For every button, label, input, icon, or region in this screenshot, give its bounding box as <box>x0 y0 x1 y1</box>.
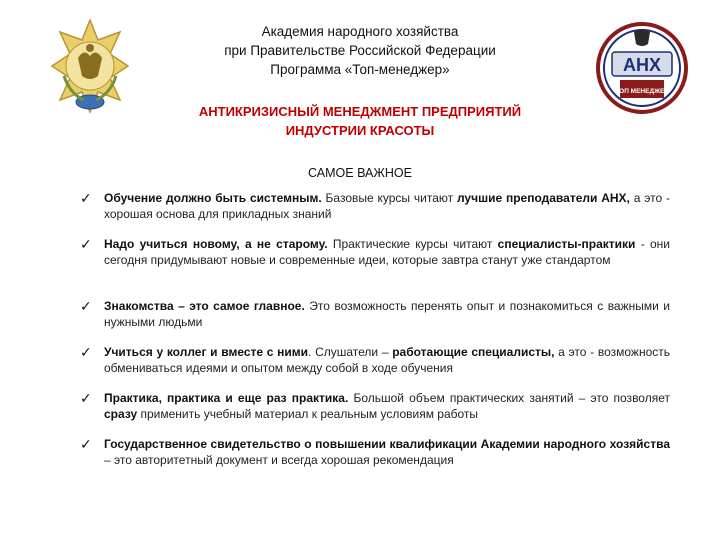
header-line-2: при Правительстве Российской Федерации <box>224 43 496 58</box>
point-text: Это возможность перенять опыт и познакомиться с важными и нужными людьми <box>104 299 670 329</box>
anx-logo-subtitle: ТОП МЕНЕДЖЕР <box>615 88 669 95</box>
checkmark-icon: ✓ <box>80 236 92 252</box>
course-title <box>120 102 600 140</box>
point-text: Большой объем практических занятий – это позволяет <box>348 391 670 405</box>
point-text: - они сегодня придумывают новые и современные идеи, которые завтра станут уже стандартом <box>104 237 671 267</box>
academy-emblem-logo <box>50 18 130 114</box>
point-text: . Слушатели – <box>308 345 393 359</box>
checkmark-icon: ✓ <box>80 436 92 452</box>
anx-logo <box>596 22 688 114</box>
section-title: САМОЕ ВАЖНОЕ <box>308 166 412 180</box>
point-text: применить учебный материал к реальным условиям работы <box>137 407 479 421</box>
header-line-3: Программа «Топ-менеджер» <box>270 62 450 77</box>
checkmark-icon: ✓ <box>80 390 92 406</box>
checkmark-icon: ✓ <box>80 190 92 206</box>
point-text: Практические курсы читают <box>327 237 498 251</box>
point-lead: Надо учиться новому, а не старому. <box>104 237 328 251</box>
point-emphasis: специалисты-практики <box>497 237 636 251</box>
point-text: Базовые курсы читают <box>321 191 457 205</box>
checkmark-icon: ✓ <box>80 344 92 360</box>
point-text: а это - возможность обмениваться идеями и опытом между собой в ходе обучения <box>104 345 670 375</box>
checkmark-icon: ✓ <box>80 298 92 314</box>
point-emphasis: работающие специалисты, <box>392 345 555 359</box>
point-lead: Учиться у коллег и вместе с ними <box>104 345 309 359</box>
header-line-1: Академия народного хозяйства <box>261 24 459 39</box>
course-title-line-2: ИНДУСТРИИ КРАСОТЫ <box>285 123 435 138</box>
point-emphasis: сразу <box>104 407 138 421</box>
point-lead: Государственное свидетельство о повышении квалификации Академии народного хозяйства <box>104 437 670 451</box>
point-lead: Обучение должно быть системным. <box>104 191 322 205</box>
point-emphasis: лучшие преподаватели АНХ, <box>456 191 630 205</box>
point-lead: Знакомства – это самое главное. <box>104 299 305 313</box>
header <box>150 22 570 79</box>
point-text: – это авторитетный документ и всегда хорошая рекомендация <box>104 453 454 467</box>
course-title-line-1: АНТИКРИЗИСНЫЙ МЕНЕДЖМЕНТ ПРЕДПРИЯТИЙ <box>198 104 522 119</box>
anx-logo-title: АНХ <box>622 55 662 75</box>
point-text: а это - хорошая основа для прикладных знаний <box>104 191 670 221</box>
point-lead: Практика, практика и еще раз практика. <box>104 391 349 405</box>
